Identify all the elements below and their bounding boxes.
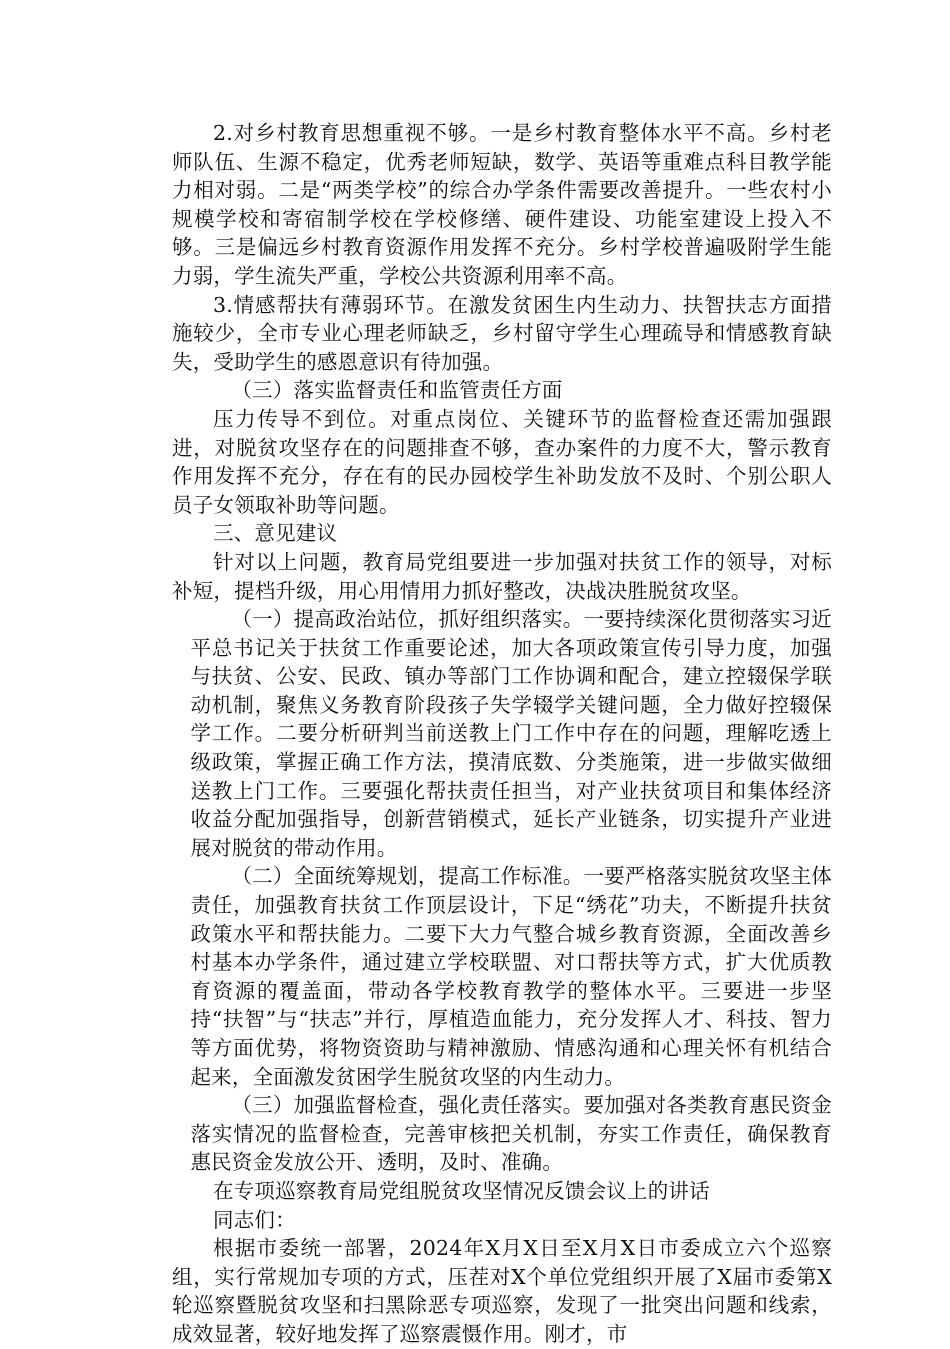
section-heading-suggestions: 三、意见建议 xyxy=(213,521,338,546)
salutation: 同志们： xyxy=(213,1207,296,1232)
paragraph-suggestion-2: （二）全面统筹规划，提高工作标准。一要严格落实脱贫攻坚主体责任，加强教育扶贫工作顶层设计，下足“绣花”功夫，不断提升扶贫政策水平和帮扶能力。二要下大力气整合城乡教育资源，全面改善乡村基本办学条件，通过建立学校联盟、对口帮扶等方式，扩大优质教育资源的覆盖面，带动各学校教育教学的整体水平。三要进一步坚持“扶智”与“扶志”并行，厚植造血能力，充分发挥人才、科技、智力等方面优势，将物资资助与精神激励、情感沟通和心理关怀有机结合起来，全面激发贫困学生脱贫攻坚的内生动力。 xyxy=(190,864,832,1089)
speech-title: 在专项巡察教育局党组脱贫攻坚情况反馈会议上的讲话 xyxy=(213,1178,710,1203)
paragraph-suggestion-1: （一）提高政治站位，抓好组织落实。一要持续深化贯彻落实习近平总书记关于扶贫工作重要论述，加大各项政策宣传引导力度，加强与扶贫、公安、民政、镇办等部门工作协调和配合，建立控辍保学联动机制，聚焦义务教育阶段孩子失学辍学关键问题，全力做好控辍保学工作。二要分析研判当前送教上门工作中存在的问题，理解吃透上级政策，掌握正确工作方法，摸清底数、分类施策，进一步做实做细送教上门工作。三要强化帮扶责任担当，对产业扶贫项目和集体经济收益分配加强指导，创新营销模式，延长产业链条，切实提升产业进展对脱贫的带动作用。 xyxy=(190,607,832,860)
paragraph-speech-body: 根据市委统一部署，2024年X月X日至X月X日市委成立六个巡察组，实行常规加专项的方式，压茬对X个单位党组织开展了X届市委第X轮巡察暨脱贫攻坚和扫黑除恶专项巡察，发现了一批突出问题和线索，成效显著，较好地发挥了巡察震慑作用。刚才，市 xyxy=(172,1236,832,1346)
paragraph-suggestion-3: （三）加强监督检查，强化责任落实。要加强对各类教育惠民资金落实情况的监督检查，完善审核把关机制，夯实工作责任，确保教育惠民资金发放公开、透明，及时、准确。 xyxy=(190,1093,832,1175)
document-body xyxy=(172,119,832,1349)
paragraph-rural-education: 2.对乡村教育思想重视不够。一是乡村教育整体水平不高。乡村老师队伍、生源不稳定，优秀老师短缺，数学、英语等重难点科目教学能力相对弱。二是“两类学校”的综合办学条件需要改善提升。一些农村小规模学校和寄宿制学校在学校修缮、硬件建设、功能室建设上投入不够。三是偏远乡村教育资源作用发挥不充分。乡村学校普遍吸附学生能力弱，学生流失严重，学校公共资源利用率不高。 xyxy=(172,121,832,288)
paragraph-pressure: 压力传导不到位。对重点岗位、关键环节的监督检查还需加强跟进，对脱贫攻坚存在的问题排查不够，查办案件的力度不大，警示教育作用发挥不充分，存在有的民办园校学生补助发放不及时、个别公职人员子女领取补助等问题。 xyxy=(172,406,832,517)
paragraph-intro-suggestions: 针对以上问题，教育局党组要进一步加强对扶贫工作的领导，对标补短，提档升级，用心用情用力抓好整改，决战决胜脱贫攻坚。 xyxy=(172,549,832,603)
section-heading-supervision: （三）落实监督责任和监管责任方面 xyxy=(231,378,563,403)
paragraph-emotional-support: 3.情感帮扶有薄弱环节。在激发贫困生内生动力、扶智扶志方面措施较少，全市专业心理老师缺乏，乡村留守学生心理疏导和情感教育缺失，受助学生的感恩意识有待加强。 xyxy=(172,292,832,374)
